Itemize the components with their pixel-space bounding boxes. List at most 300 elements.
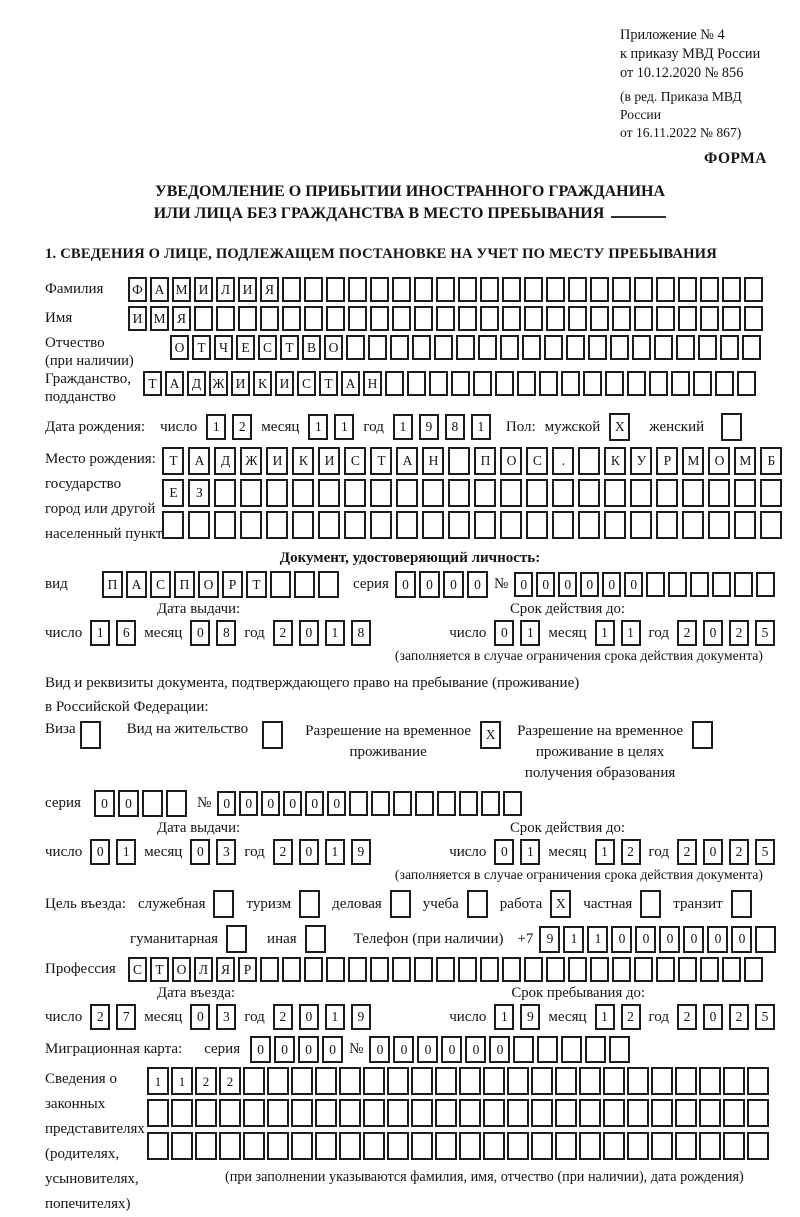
char-cell[interactable]	[219, 1132, 241, 1160]
char-cell[interactable]: 2	[195, 1067, 217, 1095]
char-cell[interactable]	[568, 957, 587, 982]
char-cell[interactable]	[459, 791, 478, 816]
char-cell[interactable]: Л	[194, 957, 213, 982]
guardians-cells-row2[interactable]	[147, 1099, 769, 1127]
char-cell[interactable]	[609, 1036, 630, 1063]
char-cell[interactable]: И	[194, 277, 213, 302]
purpose-private-checkbox[interactable]	[640, 890, 661, 918]
char-cell[interactable]	[531, 1067, 553, 1095]
char-cell[interactable]	[552, 511, 574, 539]
char-cell[interactable]: А	[150, 277, 169, 302]
char-cell[interactable]: 0	[635, 926, 656, 953]
char-cell[interactable]	[349, 791, 368, 816]
char-cell[interactable]: 0	[441, 1036, 462, 1063]
purpose-business-checkbox[interactable]	[390, 890, 411, 918]
char-cell[interactable]	[262, 721, 283, 749]
char-cell[interactable]	[747, 1132, 769, 1160]
char-cell[interactable]	[411, 1067, 433, 1095]
char-cell[interactable]: К	[604, 447, 626, 475]
char-cell[interactable]	[392, 306, 411, 331]
stay-until-day-cells[interactable]	[494, 1004, 540, 1030]
char-cell[interactable]: Т	[246, 571, 267, 598]
char-cell[interactable]	[675, 1099, 697, 1127]
char-cell[interactable]: 0	[118, 790, 139, 817]
char-cell[interactable]	[634, 957, 653, 982]
purpose-transit-checkbox[interactable]	[731, 890, 752, 918]
char-cell[interactable]	[632, 335, 651, 360]
migcard-series-cells[interactable]	[250, 1036, 343, 1063]
birthplace-cells-row2[interactable]	[162, 479, 782, 507]
char-cell[interactable]	[517, 371, 536, 396]
char-cell[interactable]: И	[231, 371, 250, 396]
char-cell[interactable]: 9	[520, 1004, 540, 1030]
char-cell[interactable]	[171, 1132, 193, 1160]
iddoc-kind-cells[interactable]	[102, 571, 339, 598]
char-cell[interactable]	[260, 957, 279, 982]
char-cell[interactable]: 0	[514, 572, 533, 597]
char-cell[interactable]: О	[172, 957, 191, 982]
char-cell[interactable]	[649, 371, 668, 396]
char-cell[interactable]	[712, 572, 731, 597]
char-cell[interactable]: 1	[147, 1067, 169, 1095]
purpose-tourism-checkbox[interactable]	[299, 890, 320, 918]
char-cell[interactable]	[363, 1132, 385, 1160]
char-cell[interactable]: К	[253, 371, 272, 396]
char-cell[interactable]: 0	[703, 839, 723, 865]
char-cell[interactable]: О	[170, 335, 189, 360]
purpose-other-checkbox[interactable]	[305, 925, 326, 953]
char-cell[interactable]: 0	[305, 791, 324, 816]
char-cell[interactable]	[294, 571, 315, 598]
char-cell[interactable]	[503, 791, 522, 816]
char-cell[interactable]: 0	[536, 572, 555, 597]
char-cell[interactable]: 0	[274, 1036, 295, 1063]
char-cell[interactable]: 1	[171, 1067, 193, 1095]
char-cell[interactable]	[603, 1099, 625, 1127]
char-cell[interactable]: 2	[729, 620, 749, 646]
char-cell[interactable]	[429, 371, 448, 396]
char-cell[interactable]	[346, 335, 365, 360]
char-cell[interactable]: 0	[624, 572, 643, 597]
stay-until-month-cells[interactable]	[595, 1004, 641, 1030]
char-cell[interactable]: 0	[190, 839, 210, 865]
char-cell[interactable]: Т	[143, 371, 162, 396]
char-cell[interactable]: Т	[280, 335, 299, 360]
char-cell[interactable]: Р	[656, 447, 678, 475]
char-cell[interactable]: 5	[755, 1004, 775, 1030]
char-cell[interactable]	[459, 1099, 481, 1127]
char-cell[interactable]: 0	[299, 620, 319, 646]
char-cell[interactable]	[238, 306, 257, 331]
char-cell[interactable]: Е	[162, 479, 184, 507]
char-cell[interactable]	[744, 277, 763, 302]
char-cell[interactable]: 1	[206, 414, 226, 440]
char-cell[interactable]	[568, 306, 587, 331]
char-cell[interactable]	[734, 572, 753, 597]
char-cell[interactable]	[656, 479, 678, 507]
char-cell[interactable]	[344, 511, 366, 539]
char-cell[interactable]: Т	[162, 447, 184, 475]
char-cell[interactable]	[348, 277, 367, 302]
stay-until-year-cells[interactable]	[677, 1004, 775, 1030]
char-cell[interactable]: Б	[760, 447, 782, 475]
char-cell[interactable]	[474, 479, 496, 507]
char-cell[interactable]: 0	[489, 1036, 510, 1063]
char-cell[interactable]	[734, 479, 756, 507]
char-cell[interactable]: З	[188, 479, 210, 507]
char-cell[interactable]	[240, 479, 262, 507]
char-cell[interactable]	[266, 511, 288, 539]
char-cell[interactable]	[363, 1099, 385, 1127]
char-cell[interactable]	[555, 1099, 577, 1127]
char-cell[interactable]: 0	[190, 1004, 210, 1030]
char-cell[interactable]: 0	[659, 926, 680, 953]
char-cell[interactable]	[678, 306, 697, 331]
char-cell[interactable]	[448, 479, 470, 507]
char-cell[interactable]	[243, 1099, 265, 1127]
char-cell[interactable]: 0	[703, 1004, 723, 1030]
char-cell[interactable]: 1	[494, 1004, 514, 1030]
char-cell[interactable]: А	[165, 371, 184, 396]
char-cell[interactable]	[393, 791, 412, 816]
char-cell[interactable]: 2	[621, 839, 641, 865]
char-cell[interactable]	[348, 957, 367, 982]
char-cell[interactable]	[531, 1132, 553, 1160]
char-cell[interactable]	[459, 1132, 481, 1160]
char-cell[interactable]	[539, 371, 558, 396]
char-cell[interactable]	[668, 572, 687, 597]
char-cell[interactable]: 1	[308, 414, 328, 440]
char-cell[interactable]	[579, 1132, 601, 1160]
char-cell[interactable]	[693, 371, 712, 396]
char-cell[interactable]: 0	[558, 572, 577, 597]
char-cell[interactable]: 1	[595, 839, 615, 865]
char-cell[interactable]: О	[708, 447, 730, 475]
iddoc-expiry-day-cells[interactable]	[494, 620, 540, 646]
char-cell[interactable]: С	[258, 335, 277, 360]
iddoc-issue-day-cells[interactable]	[90, 620, 136, 646]
char-cell[interactable]	[392, 957, 411, 982]
char-cell[interactable]: А	[188, 447, 210, 475]
char-cell[interactable]: 3	[216, 839, 236, 865]
char-cell[interactable]	[387, 1132, 409, 1160]
char-cell[interactable]	[723, 1099, 745, 1127]
char-cell[interactable]	[500, 511, 522, 539]
char-cell[interactable]	[226, 925, 247, 953]
char-cell[interactable]	[299, 890, 320, 918]
purpose-work-checkbox[interactable]	[550, 890, 571, 918]
char-cell[interactable]	[396, 479, 418, 507]
char-cell[interactable]	[722, 306, 741, 331]
char-cell[interactable]	[282, 306, 301, 331]
purpose-humanitarian-checkbox[interactable]	[226, 925, 247, 953]
char-cell[interactable]	[171, 1099, 193, 1127]
char-cell[interactable]	[627, 1067, 649, 1095]
char-cell[interactable]: 2	[232, 414, 252, 440]
char-cell[interactable]	[700, 957, 719, 982]
char-cell[interactable]	[483, 1099, 505, 1127]
char-cell[interactable]	[435, 1132, 457, 1160]
char-cell[interactable]: 0	[417, 1036, 438, 1063]
char-cell[interactable]	[698, 335, 717, 360]
char-cell[interactable]	[407, 371, 426, 396]
char-cell[interactable]	[458, 277, 477, 302]
char-cell[interactable]	[194, 306, 213, 331]
char-cell[interactable]	[760, 511, 782, 539]
char-cell[interactable]	[747, 1099, 769, 1127]
char-cell[interactable]	[715, 371, 734, 396]
char-cell[interactable]	[744, 306, 763, 331]
char-cell[interactable]: С	[128, 957, 147, 982]
char-cell[interactable]: Ж	[240, 447, 262, 475]
char-cell[interactable]: А	[341, 371, 360, 396]
char-cell[interactable]	[348, 306, 367, 331]
char-cell[interactable]: Т	[192, 335, 211, 360]
char-cell[interactable]: X	[480, 721, 501, 749]
char-cell[interactable]: 1	[520, 839, 540, 865]
char-cell[interactable]	[634, 306, 653, 331]
residence-series-cells[interactable]	[94, 790, 187, 817]
iddoc-series-cells[interactable]	[395, 571, 488, 598]
char-cell[interactable]	[304, 957, 323, 982]
char-cell[interactable]: С	[297, 371, 316, 396]
char-cell[interactable]	[579, 1099, 601, 1127]
char-cell[interactable]	[387, 1067, 409, 1095]
birth-year-cells[interactable]	[393, 414, 491, 440]
char-cell[interactable]: 1	[334, 414, 354, 440]
char-cell[interactable]: И	[128, 306, 147, 331]
char-cell[interactable]: 0	[90, 839, 110, 865]
char-cell[interactable]: С	[344, 447, 366, 475]
char-cell[interactable]: Я	[172, 306, 191, 331]
char-cell[interactable]	[195, 1099, 217, 1127]
char-cell[interactable]: 0	[217, 791, 236, 816]
char-cell[interactable]	[502, 306, 521, 331]
residence-issue-month-cells[interactable]	[190, 839, 236, 865]
char-cell[interactable]: 0	[465, 1036, 486, 1063]
residence-permit-checkbox[interactable]	[262, 721, 283, 749]
char-cell[interactable]: 1	[325, 1004, 345, 1030]
char-cell[interactable]	[390, 890, 411, 918]
char-cell[interactable]	[651, 1067, 673, 1095]
char-cell[interactable]	[500, 335, 519, 360]
char-cell[interactable]	[412, 335, 431, 360]
char-cell[interactable]	[437, 791, 456, 816]
patronymic-cells[interactable]	[170, 335, 761, 360]
char-cell[interactable]	[411, 1132, 433, 1160]
char-cell[interactable]	[604, 479, 626, 507]
char-cell[interactable]	[500, 479, 522, 507]
sex-male-checkbox[interactable]	[609, 413, 630, 441]
char-cell[interactable]	[578, 479, 600, 507]
char-cell[interactable]: 0	[419, 571, 440, 598]
char-cell[interactable]: И	[275, 371, 294, 396]
char-cell[interactable]	[578, 447, 600, 475]
char-cell[interactable]: 1	[325, 620, 345, 646]
char-cell[interactable]	[524, 306, 543, 331]
char-cell[interactable]: Т	[150, 957, 169, 982]
char-cell[interactable]: 0	[250, 1036, 271, 1063]
char-cell[interactable]: 0	[703, 620, 723, 646]
char-cell[interactable]	[526, 511, 548, 539]
char-cell[interactable]	[436, 957, 455, 982]
char-cell[interactable]: В	[302, 335, 321, 360]
char-cell[interactable]	[678, 277, 697, 302]
char-cell[interactable]	[459, 1067, 481, 1095]
residence-expiry-month-cells[interactable]	[595, 839, 641, 865]
char-cell[interactable]: 2	[677, 839, 697, 865]
char-cell[interactable]	[368, 335, 387, 360]
char-cell[interactable]	[147, 1132, 169, 1160]
char-cell[interactable]	[435, 1099, 457, 1127]
char-cell[interactable]	[502, 277, 521, 302]
char-cell[interactable]	[555, 1067, 577, 1095]
char-cell[interactable]	[80, 721, 101, 749]
birth-month-cells[interactable]	[308, 414, 354, 440]
char-cell[interactable]: 1	[595, 1004, 615, 1030]
char-cell[interactable]	[603, 1132, 625, 1160]
char-cell[interactable]	[480, 277, 499, 302]
char-cell[interactable]	[678, 957, 697, 982]
char-cell[interactable]	[700, 306, 719, 331]
char-cell[interactable]: 1	[116, 839, 136, 865]
char-cell[interactable]	[561, 371, 580, 396]
char-cell[interactable]: 0	[94, 790, 115, 817]
entry-day-cells[interactable]	[90, 1004, 136, 1030]
birthplace-cells-row1[interactable]	[162, 447, 782, 475]
char-cell[interactable]: 0	[239, 791, 258, 816]
guardians-cells-row3[interactable]	[147, 1132, 769, 1160]
iddoc-expiry-year-cells[interactable]	[677, 620, 775, 646]
char-cell[interactable]	[756, 572, 775, 597]
char-cell[interactable]	[214, 511, 236, 539]
char-cell[interactable]	[142, 790, 163, 817]
char-cell[interactable]: 2	[677, 1004, 697, 1030]
char-cell[interactable]: Ж	[209, 371, 228, 396]
char-cell[interactable]: А	[396, 447, 418, 475]
char-cell[interactable]	[552, 479, 574, 507]
char-cell[interactable]: 1	[563, 926, 584, 953]
char-cell[interactable]	[699, 1132, 721, 1160]
char-cell[interactable]	[590, 306, 609, 331]
char-cell[interactable]	[370, 306, 389, 331]
residence-expiry-year-cells[interactable]	[677, 839, 775, 865]
char-cell[interactable]: П	[102, 571, 123, 598]
char-cell[interactable]	[243, 1132, 265, 1160]
temp-residence-checkbox[interactable]	[480, 721, 501, 749]
char-cell[interactable]	[744, 957, 763, 982]
char-cell[interactable]	[291, 1099, 313, 1127]
char-cell[interactable]	[747, 1067, 769, 1095]
char-cell[interactable]	[458, 306, 477, 331]
char-cell[interactable]: М	[150, 306, 169, 331]
char-cell[interactable]	[392, 277, 411, 302]
char-cell[interactable]: Т	[370, 447, 392, 475]
char-cell[interactable]	[656, 306, 675, 331]
char-cell[interactable]: П	[474, 447, 496, 475]
char-cell[interactable]: У	[630, 447, 652, 475]
char-cell[interactable]	[188, 511, 210, 539]
char-cell[interactable]: Т	[319, 371, 338, 396]
char-cell[interactable]	[522, 335, 541, 360]
char-cell[interactable]: 3	[216, 1004, 236, 1030]
char-cell[interactable]: Ф	[128, 277, 147, 302]
char-cell[interactable]	[387, 1099, 409, 1127]
char-cell[interactable]: 0	[283, 791, 302, 816]
char-cell[interactable]	[411, 1099, 433, 1127]
char-cell[interactable]	[474, 511, 496, 539]
char-cell[interactable]	[240, 511, 262, 539]
char-cell[interactable]	[568, 277, 587, 302]
char-cell[interactable]	[291, 1067, 313, 1095]
char-cell[interactable]	[627, 1099, 649, 1127]
char-cell[interactable]	[214, 479, 236, 507]
char-cell[interactable]	[561, 1036, 582, 1063]
char-cell[interactable]	[507, 1099, 529, 1127]
char-cell[interactable]	[588, 335, 607, 360]
residence-issue-year-cells[interactable]	[273, 839, 371, 865]
char-cell[interactable]: 0	[602, 572, 621, 597]
char-cell[interactable]: 0	[299, 839, 319, 865]
char-cell[interactable]	[646, 572, 665, 597]
char-cell[interactable]: X	[550, 890, 571, 918]
surname-cells[interactable]	[128, 277, 763, 302]
char-cell[interactable]	[267, 1132, 289, 1160]
char-cell[interactable]	[162, 511, 184, 539]
char-cell[interactable]: Я	[260, 277, 279, 302]
char-cell[interactable]	[723, 1132, 745, 1160]
char-cell[interactable]: 0	[611, 926, 632, 953]
char-cell[interactable]	[634, 277, 653, 302]
char-cell[interactable]: 1	[90, 620, 110, 646]
char-cell[interactable]: Л	[216, 277, 235, 302]
char-cell[interactable]: 0	[369, 1036, 390, 1063]
char-cell[interactable]	[318, 479, 340, 507]
char-cell[interactable]	[282, 957, 301, 982]
char-cell[interactable]: 1	[393, 414, 413, 440]
char-cell[interactable]: 1	[471, 414, 491, 440]
char-cell[interactable]	[583, 371, 602, 396]
char-cell[interactable]	[612, 957, 631, 982]
char-cell[interactable]: Р	[222, 571, 243, 598]
char-cell[interactable]: 0	[190, 620, 210, 646]
char-cell[interactable]: А	[126, 571, 147, 598]
iddoc-expiry-month-cells[interactable]	[595, 620, 641, 646]
char-cell[interactable]: 2	[729, 839, 749, 865]
profession-cells[interactable]	[128, 957, 763, 982]
char-cell[interactable]: 0	[298, 1036, 319, 1063]
char-cell[interactable]	[612, 306, 631, 331]
char-cell[interactable]: М	[172, 277, 191, 302]
char-cell[interactable]: Ч	[214, 335, 233, 360]
char-cell[interactable]: Н	[422, 447, 444, 475]
char-cell[interactable]	[483, 1132, 505, 1160]
char-cell[interactable]	[344, 479, 366, 507]
char-cell[interactable]	[722, 957, 741, 982]
visa-checkbox[interactable]	[80, 721, 101, 749]
char-cell[interactable]: 2	[729, 1004, 749, 1030]
char-cell[interactable]	[700, 277, 719, 302]
char-cell[interactable]	[422, 511, 444, 539]
char-cell[interactable]: 2	[621, 1004, 641, 1030]
char-cell[interactable]: 9	[351, 1004, 371, 1030]
char-cell[interactable]	[315, 1067, 337, 1095]
char-cell[interactable]	[270, 571, 291, 598]
char-cell[interactable]	[676, 335, 695, 360]
char-cell[interactable]: 9	[419, 414, 439, 440]
char-cell[interactable]	[760, 479, 782, 507]
char-cell[interactable]: 0	[393, 1036, 414, 1063]
